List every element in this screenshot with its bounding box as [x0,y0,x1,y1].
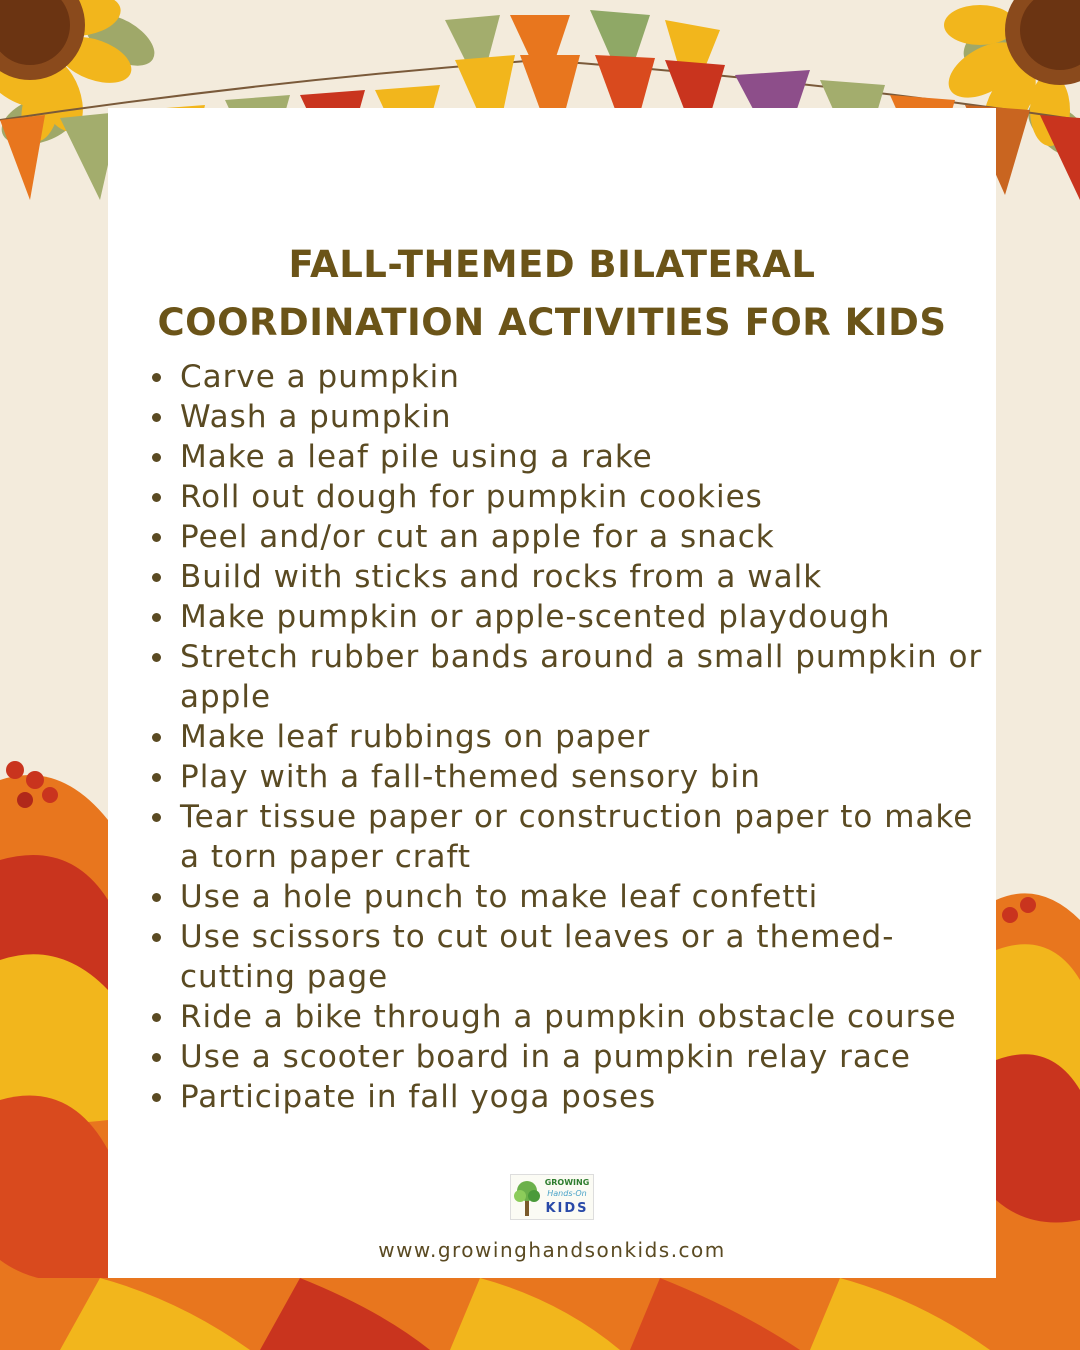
bullet-icon [152,893,161,902]
activity-text: Build with sticks and rocks from a walk [180,559,823,595]
activity-text: Peel and/or cut an apple for a snack [180,519,775,555]
list-item [148,637,988,717]
activity-text: Use scissors to cut out leaves or a themed-cutting page [180,919,895,995]
logo-line-2: Hands-On [547,1189,587,1198]
list-item [148,397,988,437]
website-url[interactable]: www.growinghandsonkids.com [378,1238,726,1262]
page-title [108,236,996,352]
list-item [148,477,988,517]
bullet-icon [152,773,161,782]
activity-text: Roll out dough for pumpkin cookies [180,479,763,515]
bullet-icon [152,533,161,542]
list-item [148,597,988,637]
bullet-icon [152,493,161,502]
logo-line-3: KIDS [545,1201,589,1216]
list-item [148,917,988,997]
list-item [148,757,988,797]
list-item [148,1077,988,1117]
bullet-icon [152,1053,161,1062]
bullet-icon [152,933,161,942]
activity-text: Play with a fall-themed sensory bin [180,759,761,795]
activity-text: Make leaf rubbings on paper [180,719,651,755]
activity-text: Use a hole punch to make leaf confetti [180,879,819,915]
tree-icon [513,1178,541,1218]
bullet-icon [152,813,161,822]
activity-text: Stretch rubber bands around a small pumpkin or apple [180,639,983,715]
activity-text: Make a leaf pile using a rake [180,439,653,475]
list-item [148,877,988,917]
activity-text: Make pumpkin or apple-scented playdough [180,599,891,635]
list-item [148,717,988,757]
list-item [148,357,988,397]
activity-text: Tear tissue paper or construction paper to make a torn paper craft [180,799,974,875]
activity-text: Use a scooter board in a pumpkin relay race [180,1039,911,1075]
autumn-leaves-left [0,761,108,1350]
list-item [148,437,988,477]
activity-text: Carve a pumpkin [180,359,460,395]
activity-text: Participate in fall yoga poses [180,1079,657,1115]
list-item [148,517,988,557]
bullet-icon [152,573,161,582]
bullet-icon [152,453,161,462]
growing-hands-on-kids-logo [510,1174,594,1220]
autumn-leaves-bottom [0,1278,1080,1350]
activity-list [148,357,988,1117]
list-item [148,1037,988,1077]
bullet-icon [152,653,161,662]
bullet-icon [152,1013,161,1022]
title-line-1: FALL-THEMED BILATERAL [288,243,816,286]
bullet-icon [152,413,161,422]
activity-text: Wash a pumpkin [180,399,452,435]
list-item [148,997,988,1037]
list-item [148,797,988,877]
title-line-2: COORDINATION ACTIVITIES FOR KIDS [157,301,947,344]
logo-line-1: GROWING [544,1178,590,1187]
bullet-icon [152,613,161,622]
bullet-icon [152,1093,161,1102]
list-item [148,557,988,597]
activity-text: Ride a bike through a pumpkin obstacle course [180,999,957,1035]
bullet-icon [152,733,161,742]
bullet-icon [152,373,161,382]
